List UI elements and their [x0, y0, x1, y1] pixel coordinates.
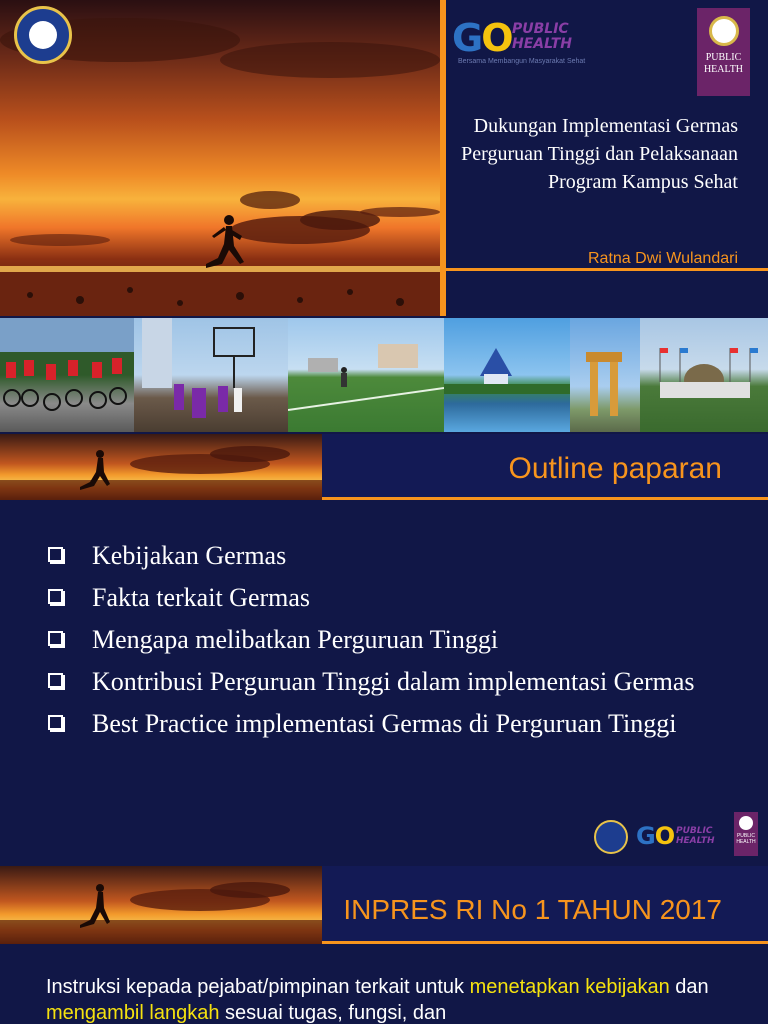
university-entrance-photo — [640, 318, 768, 432]
university-seal-logo — [14, 6, 72, 64]
list-item — [46, 706, 746, 741]
banner-sunset-runner — [0, 434, 322, 500]
gate-monument-photo — [570, 318, 640, 432]
logo-tagline: Bersama Membangun Masyarakat Sehat — [458, 58, 586, 65]
list-item — [46, 622, 746, 657]
footer-go: G — [636, 822, 655, 850]
footer-faculty-logo — [734, 812, 758, 856]
list-item — [46, 664, 746, 699]
university-seal-logo — [594, 820, 628, 854]
outline-heading: Outline paparan — [508, 452, 722, 485]
checkbox-bullet-icon — [48, 589, 63, 604]
banner-title-bar — [322, 866, 768, 944]
checkbox-bullet-icon — [48, 673, 63, 688]
checkbox-bullet-icon — [48, 715, 63, 730]
footer-go-logo — [636, 822, 674, 850]
slide-banner — [0, 866, 768, 944]
checkbox-bullet-icon — [48, 547, 63, 562]
go-g: G — [452, 16, 482, 60]
slide-banner — [0, 434, 768, 500]
campus-lake-photo — [444, 318, 570, 432]
faculty-logo-line1: PUBLIC — [705, 52, 742, 63]
checkbox-bullet-icon — [48, 631, 63, 646]
faculty-logo-line2: HEALTH — [703, 64, 744, 75]
footer-public: PUBLIC — [676, 826, 713, 836]
public-health-faculty-logo — [697, 8, 750, 96]
author-name: Ratna Dwi Wulandari — [588, 250, 738, 267]
inpres-slide — [0, 866, 768, 1024]
banner-sunset-runner — [0, 866, 322, 944]
outline-slide — [0, 434, 768, 870]
list-item-text: Mengapa melibatkan Perguruan Tinggi — [92, 625, 499, 654]
outline-list — [46, 538, 746, 748]
text-part: dan — [669, 976, 709, 998]
list-item-text: Kebijakan Germas — [92, 541, 287, 570]
soccer-field-photo — [288, 318, 444, 432]
go-o: O — [481, 16, 512, 60]
text-part: sesuai tugas, fungsi, dan — [219, 1002, 447, 1024]
footer-public-health-text — [676, 826, 715, 846]
highlight-text: menetapkan kebijakan — [469, 976, 670, 998]
text-part: Instruksi kepada pejabat/pimpinan terkait untuk — [46, 976, 470, 998]
logo-public: PUBLIC — [512, 21, 569, 37]
banner-title-bar — [322, 434, 768, 500]
footer-health: HEALTH — [676, 836, 715, 846]
go-o: O — [654, 822, 675, 850]
presentation-title: Dukungan Implementasi Germas Perguruan Tinggi dan Pelaksanaan Program Kampus Sehat — [461, 115, 738, 193]
title-underline — [446, 268, 768, 271]
list-item-text: Fakta terkait Germas — [92, 583, 311, 612]
instruction-paragraph — [46, 974, 726, 1024]
title-slide — [0, 0, 768, 434]
cyclists-photo — [0, 318, 134, 432]
highlight-text: mengambil langkah — [46, 1002, 220, 1024]
list-item — [46, 538, 746, 573]
list-item-text: Kontribusi Perguruan Tinggi dalam implementasi Germas — [92, 667, 695, 696]
logo-health: HEALTH — [512, 36, 572, 52]
footer-logos — [590, 810, 760, 860]
list-item-text: Best Practice implementasi Germas di Perguruan Tinggi — [92, 709, 677, 738]
inpres-heading: INPRES RI No 1 TAHUN 2017 — [343, 894, 722, 925]
footer-faculty-label: PUBLIC HEALTH — [736, 833, 756, 845]
go-public-health-logo — [452, 18, 612, 70]
list-item — [46, 580, 746, 615]
basketball-photo — [134, 318, 288, 432]
